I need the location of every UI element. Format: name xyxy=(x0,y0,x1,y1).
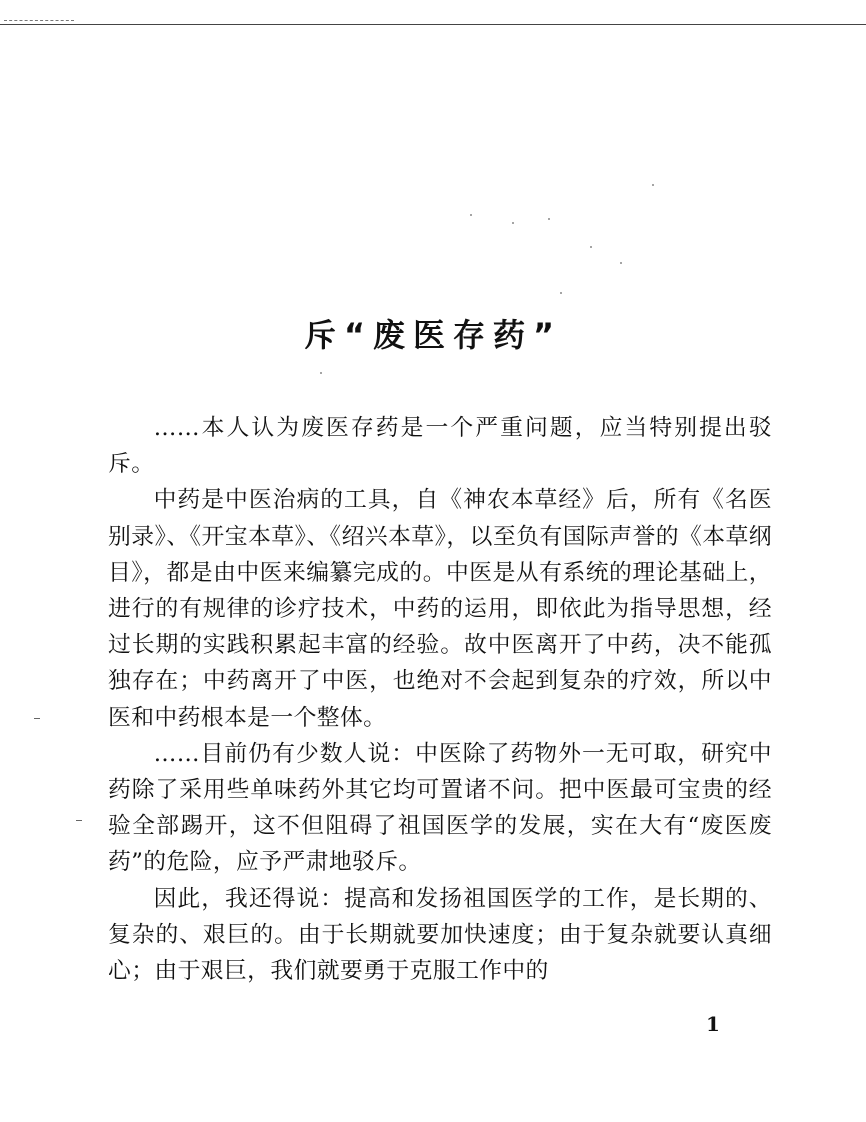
paragraph: 因此，我还得说：提高和发扬祖国医学的工作，是长期的、复杂的、艰巨的。由于长期就要加快速度；由于复杂就要认真细心；由于艰巨，我们就要勇于克服工作中的 xyxy=(108,885,772,985)
scan-speck xyxy=(620,262,622,264)
scan-speck xyxy=(512,222,514,224)
paragraph: 中药是中医治病的工具，自《神农本草经》后，所有《名医别录》、《开宝本草》、《绍兴本草》，以至负有国际声誉的《本草纲目》，都是由中医来编纂完成的。中医是从有系统的理论基础上，进行的有规律的诊疗技术，中药的运用，即依此为指导思想，经过长期的实践积累起丰富的经验。故中医离开了中药，决不能孤独存在；中药离开了中医，也绝对不会起到复杂的疗效，所以中医和中药根本是一个整体。 xyxy=(108,487,772,731)
scan-edge-mark xyxy=(4,20,74,21)
scan-speck xyxy=(590,246,592,248)
page-number: 1 xyxy=(706,1012,720,1036)
scan-speck xyxy=(652,184,654,186)
scan-speck xyxy=(470,214,472,216)
paragraph: ……本人认为废医存药是一个严重问题，应当特别提出驳斥。 xyxy=(108,415,772,478)
margin-mark xyxy=(34,718,40,719)
scan-speck xyxy=(548,218,550,220)
paragraph: ……目前仍有少数人说：中医除了药物外一无可取，研究中药除了采用些单味药外其它均可置诸不问。把中医最可宝贵的经验全部踢开，这不但阻碍了祖国医学的发展，实在大有“废医废药”的危险，应予严肃地驳斥。 xyxy=(108,740,772,876)
margin-mark xyxy=(76,820,82,821)
top-rule xyxy=(0,24,866,25)
page-title: 斥“废医存药” xyxy=(303,316,563,355)
scan-speck xyxy=(560,292,562,294)
body-text xyxy=(108,410,772,989)
scan-speck xyxy=(320,372,322,374)
